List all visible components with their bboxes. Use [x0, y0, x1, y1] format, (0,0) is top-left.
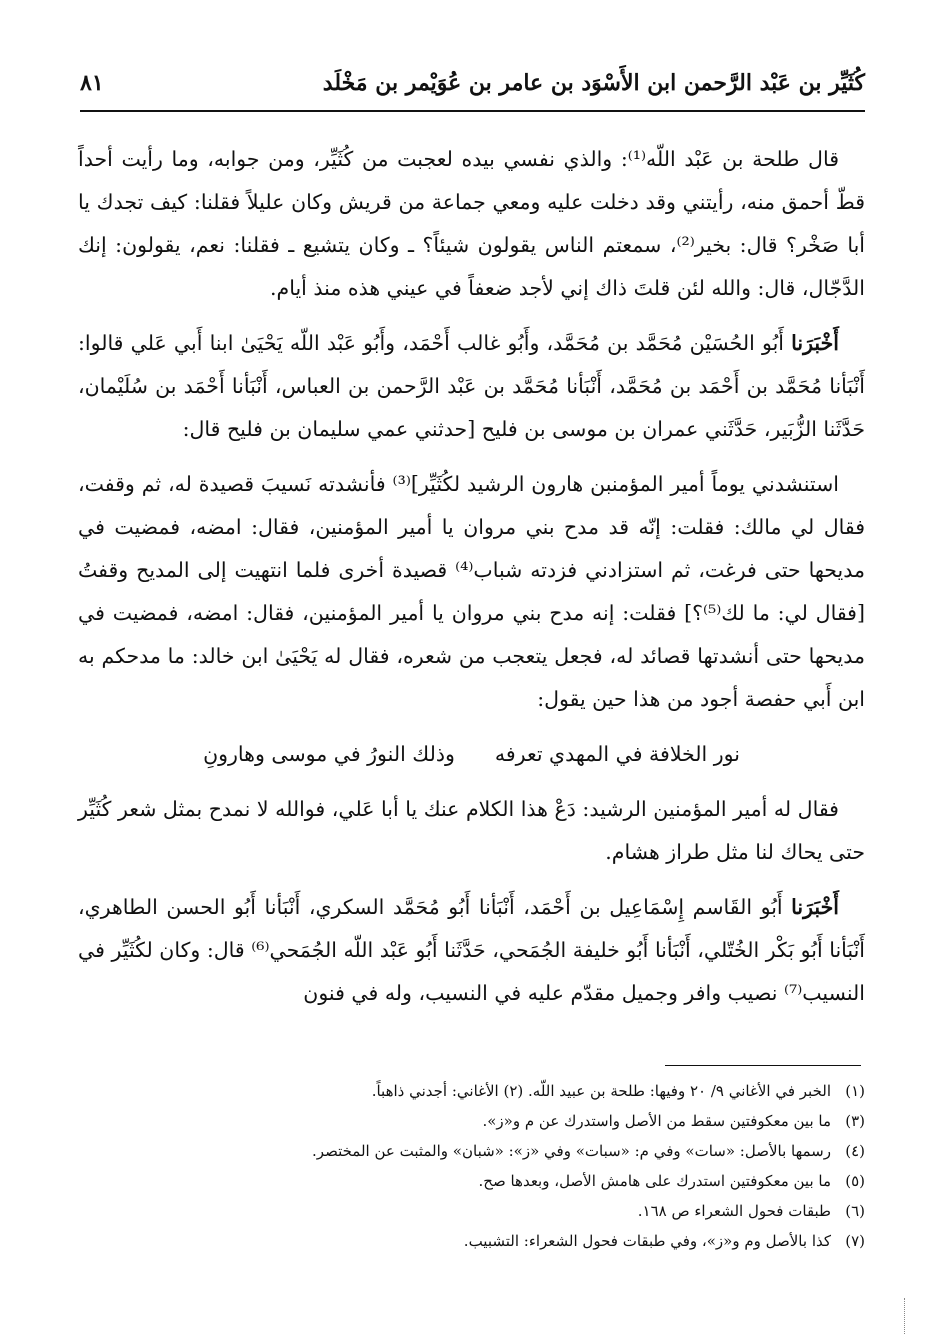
footnote-text: كذا بالأصل وم و«ز»، وفي طبقات فحول الشعراء: التشبيب.	[463, 1232, 831, 1250]
paragraph-5	[78, 886, 865, 1015]
footnote-number: (١)	[845, 1082, 865, 1100]
footnote-text: الخبر في الأغاني ٩/ ٢٠ وفيها: طلحة بن عبيد اللّه. (٢) الأغاني: أجدني ذاهباً.	[371, 1082, 831, 1100]
footnote-number: (٥)	[845, 1172, 865, 1190]
footnote-text: ما بين معكوفتين سقط من الأصل واستدرك عن م و«ز».	[482, 1112, 831, 1130]
poetry-verse	[78, 733, 865, 776]
footnote-number: (٣)	[845, 1112, 865, 1130]
isnad-lead-word: أَخْبَرَنا	[791, 895, 839, 919]
paragraph-text: أَبُو الحُسَيْن مُحَمَّد بن مُحَمَّد، وأَبُو غالب أَحْمَد، وأَبُو عَبْد اللّه يَحْيَىٰ ابنا أَبي عَلي قالوا: أَنْبَأنا مُحَمَّد بن أَحْمَد بن مُحَمَّد، أَنْبَأنا مُحَمَّد بن عَبْد الرَّحمن بن العباس، أَنْبَأنا أَحْمَد بن سُلَيْمان، حَدَّثَنا الزُّبَير، حَدَّثَني عمران بن موسى بن فليح [حدثني عمي سليمان بن فليح قال:	[78, 331, 865, 441]
paragraph-2	[78, 322, 865, 451]
verse-first-hemistich: نور الخلافة في المهدي تعرفه	[494, 742, 740, 766]
footnote-item	[200, 1196, 865, 1226]
footnote-item	[200, 1136, 865, 1166]
paragraph-text: فقال له أمير المؤمنين الرشيد: دَعْ هذا الكلام عنك يا أبا عَلي، فوالله لا نمدح بمثل شعر كُثَيِّر حتى يحاك لنا مثل طراز هشام.	[78, 797, 865, 864]
footnote-number: (٤)	[845, 1142, 865, 1160]
paragraph-4	[78, 788, 865, 874]
scan-margin-mark	[904, 1298, 907, 1334]
footnote-number: (٦)	[845, 1202, 865, 1220]
verse-second-hemistich: وذلك النورُ في موسى وهارونِ	[203, 742, 455, 766]
footnote-text: رسمها بالأصل: «سات» وفي م: «سبات» وفي «ز»: «شبان» والمثبت عن المختصر.	[312, 1142, 831, 1160]
isnad-lead-word: أَخْبَرَنا	[791, 331, 839, 355]
page-number: ٨١	[80, 70, 104, 96]
paragraph-3	[78, 463, 865, 721]
page-header	[80, 64, 865, 112]
footnote-number: (٧)	[845, 1232, 865, 1250]
paragraph-text: استنشدني يوماً أمير المؤمنبن هارون الرشيد لكُثَيِّر]⁽³⁾ فأنشدته نَسيبَ قصيدة له، ثم وقفت، فقال لي مالك: فقلت: إنّه قد مدح بني مروان يا أمير المؤمنين، فقال: امضه، فمضيت في مديحها حتى فرغت، ثم استزادني فزدته شباب⁽⁴⁾ قصيدة أخرى فلما انتهيت إلى المديح وقفتُ [فقال لي: ما لك⁽⁵⁾؟] فقلت: إنه مدح بني مروان يا أمير المؤمنين، فقال: امضه، فمضيت في مديحها حتى أنشدتها قصائد له، فجعل يتعجب من شعره، فقال له يَحْيَىٰ ابن خالد: ما مدحكم به ابن أَبي حفصة أجود من هذا حين يقول:	[78, 472, 865, 711]
footnote-item	[200, 1166, 865, 1196]
footnote-text: ما بين معكوفتين استدرك على هامش الأصل، وبعدها صح.	[478, 1172, 831, 1190]
footnote-text: طبقات فحول الشعراء ص ١٦٨.	[637, 1202, 831, 1220]
paragraph-text: قال طلحة بن عَبْد اللّه⁽¹⁾: والذي نفسي بيده لعجبت من كُثَيِّر، ومن جوابه، وما رأيت أحداً قطّ أحمق منه، رأيتني وقد دخلت عليه ومعي جماعة من قريش وكان عليلاً فقلنا: كيف تجدك يا أبا صَخْر؟ قال: بخير⁽²⁾، سمعتم الناس يقولون شيئاً؟ ـ وكان يتشيع ـ فقلنا: نعم، يقولون: إنك الدَّجّال، قال: والله لئن قلتَ ذاك إني لأجد ضعفاً في عيني هذه منذ أيام.	[78, 147, 865, 300]
paragraph-text: أَبُو القَاسم إِسْمَاعِيل بن أَحْمَد، أَنْبَأنا أَبُو مُحَمَّد السكري، أَنْبَأنا أَبُو الحسن الطاهري، أَنْبَأنا أَبُو بَكْر الخُتّلي، أَنْبَأنا أَبُو خليفة الجُمَحي، حَدَّثَنا أَبُو عَبْد اللّه الجُمَحي⁽⁶⁾ قال: وكان لكُثَيِّر في النسيب⁽⁷⁾ نصيب وافر وجميل مقدّم عليه في النسيب، وله في فنون	[78, 895, 865, 1005]
main-text	[78, 138, 865, 1027]
footnote-separator	[665, 1065, 861, 1066]
footnote-item	[200, 1106, 865, 1136]
footnote-item	[200, 1226, 865, 1256]
running-title: كُثَيِّر بن عَبْد الرَّحمن ابن الأَسْوَد بن عامر بن عُوَيْمر بن مَخْلَد	[322, 70, 865, 96]
paragraph-1	[78, 138, 865, 310]
footnote-item	[200, 1076, 865, 1106]
footnotes	[200, 1076, 865, 1256]
